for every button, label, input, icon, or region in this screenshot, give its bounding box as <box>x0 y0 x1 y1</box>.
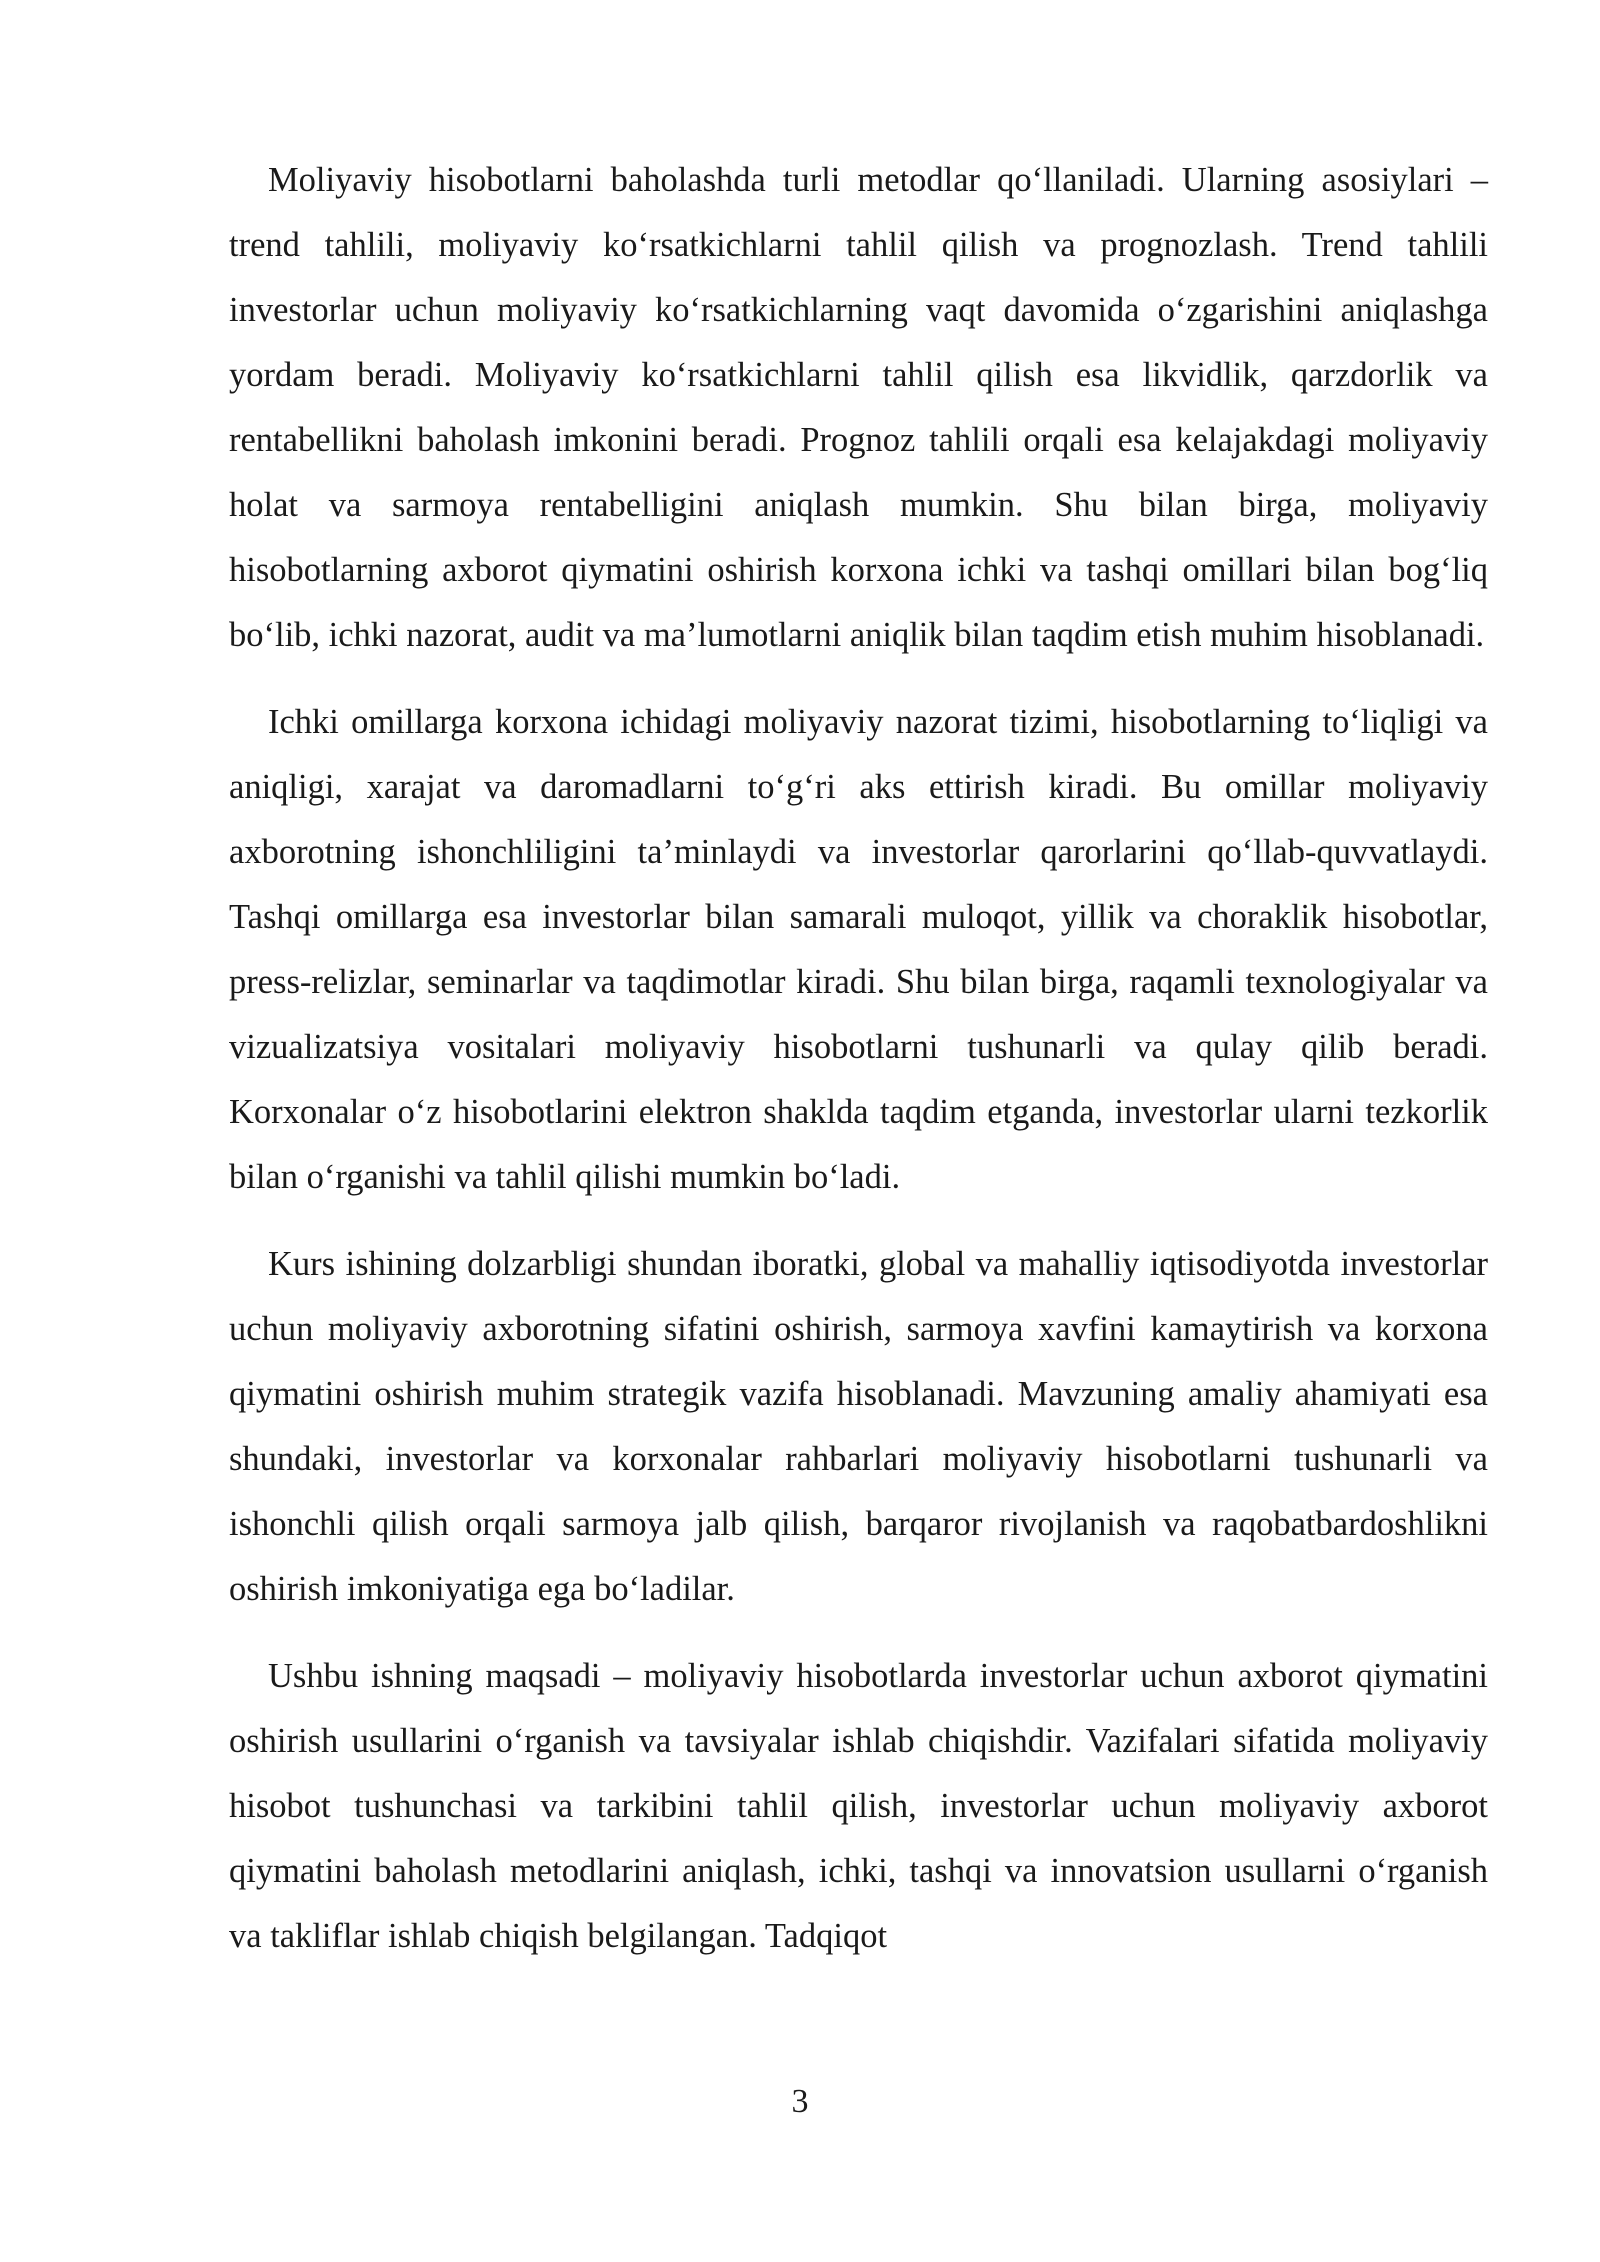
paragraph-3: Kurs ishining dolzarbligi shundan iboratki, global va mahalliy iqtisodiyotda investorlar uchun moliyaviy axborotning sifatini oshirish, sarmoya xavfini kamaytirish va korxona qiymatini oshirish muhim strategik vazifa hisoblanadi. Mavzuning amaliy ahamiyati esa shundaki, investorlar va korxonalar rahbarlari moliyaviy hisobotlarni tushunarli va ishonchli qilish orqali sarmoya jalb qilish, barqaror rivojlanish va raqobatbardoshlikni oshirish imkoniyatiga ega bo‘ladilar. <box>229 1245 1488 1608</box>
paragraph-4: Ushbu ishning maqsadi – moliyaviy hisobotlarda investorlar uchun axborot qiymatini oshirish usullarini o‘rganish va tavsiyalar ishlab chiqishdir. Vazifalari sifatida moliyaviy hisobot tushunchasi va tarkibini tahlil qilish, investorlar uchun moliyaviy axborot qiymatini baholash metodlarini aniqlash, ichki, tashqi va innovatsion usullarni o‘rganish va takliflar ishlab chiqish belgilangan. Tadqiqot <box>229 1657 1488 1955</box>
paragraph-1: Moliyaviy hisobotlarni baholashda turli metodlar qo‘llaniladi. Ularning asosiylari – trend tahlili, moliyaviy ko‘rsatkichlarni tahlil qilish va prognozlash. Trend tahlili investorlar uchun moliyaviy ko‘rsatkichlarning vaqt davomida o‘zgarishini aniqlashga yordam beradi. Moliyaviy ko‘rsatkichlarni tahlil qilish esa likvidlik, qarzdorlik va rentabellikni baholash imkonini beradi. Prognoz tahlili orqali esa kelajakdagi moliyaviy holat va sarmoya rentabelligini aniqlash mumkin. Shu bilan birga, moliyaviy hisobotlarning axborot qiymatini oshirish korxona ichki va tashqi omillari bilan bog‘liq bo‘lib, ichki nazorat, audit va ma’lumotlarni aniqlik bilan taqdim etish muhim hisoblanadi. <box>229 161 1488 654</box>
paragraph-2: Ichki omillarga korxona ichidagi moliyaviy nazorat tizimi, hisobotlarning to‘liqligi va aniqligi, xarajat va daromadlarni to‘g‘ri aks ettirish kiradi. Bu omillar moliyaviy axborotning ishonchliligini ta’minlaydi va investorlar qarorlarini qo‘llab-quvvatlaydi. Tashqi omillarga esa investorlar bilan samarali muloqot, yillik va choraklik hisobotlar, press-relizlar, seminarlar va taqdimotlar kiradi. Shu bilan birga, raqamli texnologiyalar va vizualizatsiya vositalari moliyaviy hisobotlarni tushunarli va qulay qilib beradi. Korxonalar o‘z hisobotlarini elektron shaklda taqdim etganda, investorlar ularni tezkorlik bilan o‘rganishi va tahlil qilishi mumkin bo‘ladi. <box>229 703 1488 1196</box>
text-body <box>229 148 1488 1991</box>
page-number: 3 <box>791 2083 809 2120</box>
